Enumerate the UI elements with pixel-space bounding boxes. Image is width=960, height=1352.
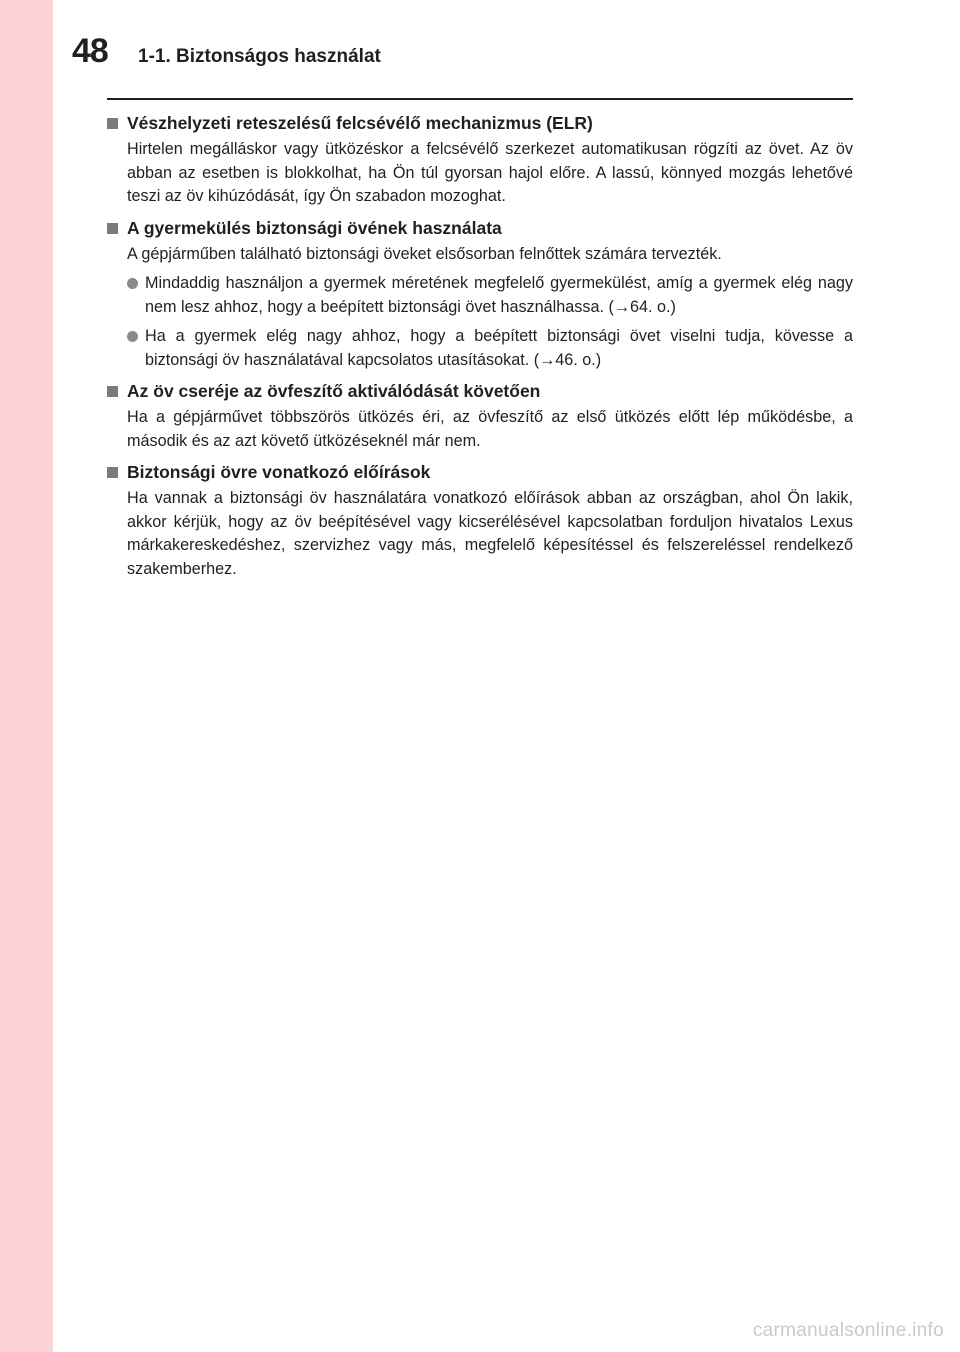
side-color-band (0, 0, 53, 1352)
heading-text: Vészhelyzeti reteszelésű felcsévélő mechanizmus (ELR) (127, 113, 593, 133)
paragraph-child-seat-belt: A gépjárműben található biztonsági öveket elsősorban felnőttek számára tervezték. (127, 244, 722, 263)
paragraph-elr: Hirtelen megálláskor vagy ütközéskor a felcsévélő szerkezet automatikusan rögzíti az övet. Az öv abban az esetben is blokkolhat, ha Ön túl gyorsan hajol előre. A lassú, könnyed mozgás lehetővé teszi az öv kihúzódását, így Ön szabadon mozoghat. (127, 140, 853, 205)
heading-text: A gyermekülés biztonsági övének használata (127, 217, 502, 238)
watermark: carmanualsonline.info (752, 1320, 944, 1341)
square-bullet-icon (107, 118, 118, 129)
heading-elr (107, 111, 853, 135)
page-number: 48 (72, 32, 108, 70)
round-bullet-icon (127, 331, 138, 342)
list-item-text: Mindaddig használjon a gyermek méretének megfelelő gyermekülést, amíg a gyermek elég nagy nem lesz ahhoz, hogy a beépített biztonsági övet használhassa. (→64. o.) (145, 274, 853, 316)
heading-text: Az öv cseréje az övfeszítő aktiválódását követően (127, 381, 541, 401)
square-bullet-icon (107, 467, 118, 478)
heading-child-seat-belt (107, 216, 853, 240)
page-content (107, 111, 853, 581)
paragraph-regulations: Ha vannak a biztonsági öv használatára vonatkozó előírások abban az országban, ahol Ön lakik, akkor kérjük, hogy az öv beépítésével vagy kicserélésével kapcsolatban forduljon hivatalos Lexus márkakereskedéshez, szervizhez vagy más, megfelelő képesítéssel és felszereléssel rendelkező szakemberhez. (127, 489, 853, 578)
square-bullet-icon (107, 223, 118, 234)
round-bullet-icon (127, 278, 138, 289)
list-item-text: Ha a gyermek elég nagy ahhoz, hogy a beépített biztonsági övet viselni tudja, kövesse a biztonsági öv használatával kapcsolatos utasításokat. (→46. o.) (145, 327, 853, 369)
list-item (127, 325, 853, 372)
heading-pretensioner (107, 379, 853, 403)
header-divider (107, 98, 853, 100)
paragraph-pretensioner: Ha a gépjárművet többszörös ütközés éri, az övfeszítő az első ütközés előtt lép működésbe, a második és az azt követő ütközéseknél már nem. (127, 408, 853, 450)
heading-regulations (107, 460, 853, 484)
square-bullet-icon (107, 386, 118, 397)
list-item (127, 272, 853, 319)
heading-text: Biztonsági övre vonatkozó előírások (127, 462, 431, 482)
section-title: 1-1. Biztonságos használat (138, 46, 381, 67)
